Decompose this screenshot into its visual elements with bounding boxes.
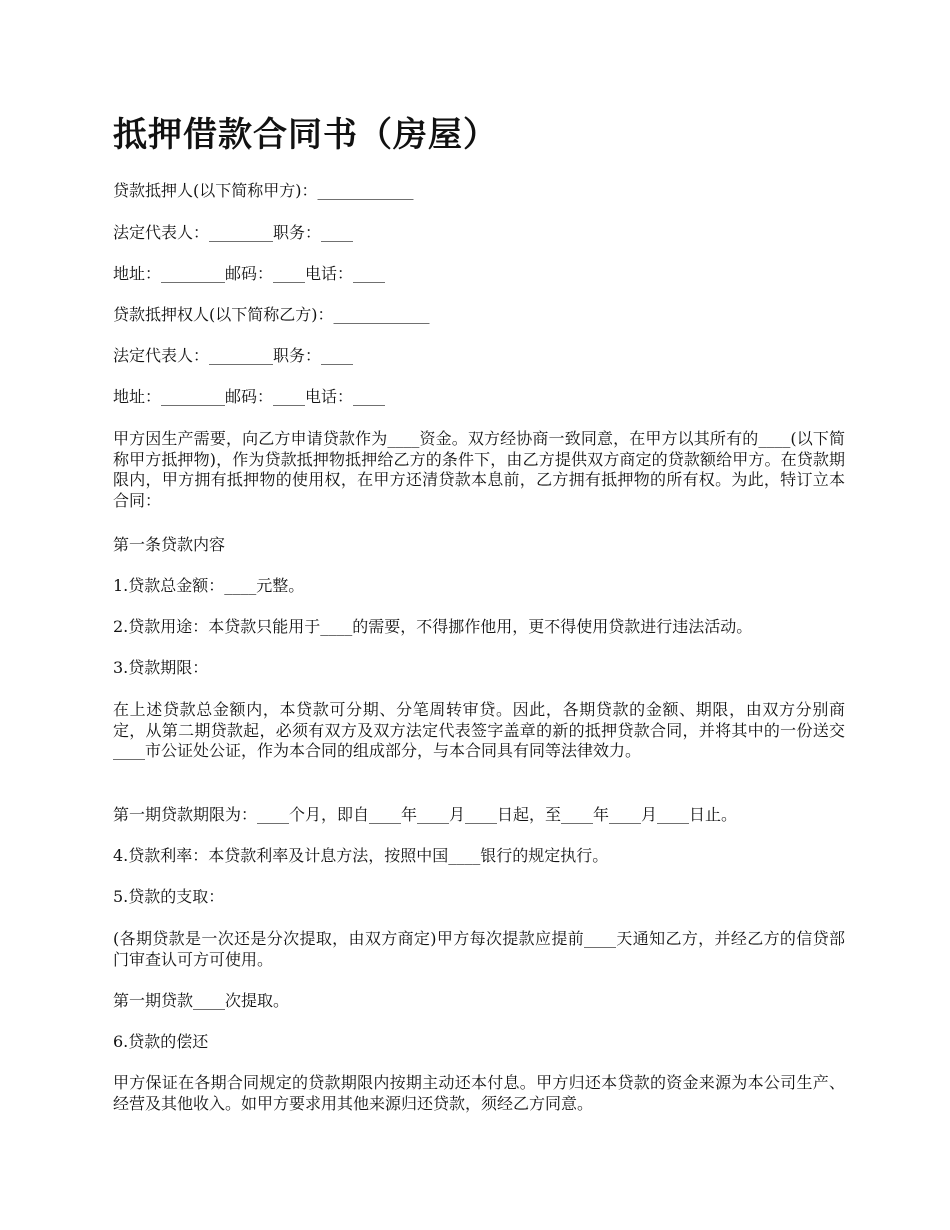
repayment-paragraph: 甲方保证在各期合同规定的贷款期限内按期主动还本付息。甲方归还本贷款的资金来源为本公司生产、经营及其他收入。如甲方要求用其他来源归还贷款，须经乙方同意。: [113, 1073, 845, 1113]
mortgagee-line: 贷款抵押权人(以下简称乙方)：____________: [113, 305, 430, 324]
clause-disbursement-heading: 5.贷款的支取：: [113, 887, 225, 906]
article-1-heading: 第一条贷款内容: [113, 535, 226, 554]
mortgagee-address-line: 地址：________邮码：____电话：____: [113, 387, 386, 406]
clause-repayment-heading: 6.贷款的偿还: [113, 1032, 209, 1051]
document-title: 抵押借款合同书（房屋）: [113, 115, 498, 155]
clause-total-amount: 1.贷款总金额：____元整。: [113, 576, 305, 595]
disbursement-paragraph: (各期贷款是一次还是分次提取，由双方商定)甲方每次提款应提前____天通知乙方，并经乙方的信贷部门审查认可方可使用。: [113, 929, 845, 969]
loan-term-paragraph: 在上述贷款总金额内，本贷款可分期、分笔周转审贷。因此，各期贷款的金额、期限，由双方分别商定，从第二期贷款起，必须有双方及双方法定代表签字盖章的新的抵押贷款合同，并将其中的一份送交____市公证处公证，作为本合同的组成部分，与本合同具有同等法律效力。: [113, 700, 845, 760]
preamble-paragraph: 甲方因生产需要，向乙方申请贷款作为____资金。双方经协商一致同意，在甲方以其所有的____(以下简称甲方抵押物)，作为贷款抵押物抵押给乙方的条件下，由乙方提供双方商定的贷款额给甲方。在贷款期限内，甲方拥有抵押物的使用权，在甲方还清贷款本息前，乙方拥有抵押物的所有权。为此，特订立本合同：: [113, 429, 845, 510]
mortgagor-line: 贷款抵押人(以下简称甲方)：____________: [113, 181, 414, 200]
clause-interest-rate: 4.贷款利率：本贷款利率及计息方法，按照中国____银行的规定执行。: [113, 846, 609, 865]
first-period-term-line: 第一期贷款期限为：____个月，即自____年____月____日起，至____年____月____日止。: [113, 805, 738, 824]
first-period-withdrawal-line: 第一期贷款____次提取。: [113, 991, 290, 1010]
clause-loan-term-heading: 3.贷款期限：: [113, 658, 209, 677]
mortgagor-representative-line: 法定代表人：________职务：____: [113, 223, 354, 242]
mortgagor-address-line: 地址：________邮码：____电话：____: [113, 264, 386, 283]
clause-loan-purpose: 2.贷款用途：本贷款只能用于____的需要，不得挪作他用，更不得使用贷款进行违法活动。: [113, 617, 753, 636]
mortgagee-representative-line: 法定代表人：________职务：____: [113, 346, 354, 365]
